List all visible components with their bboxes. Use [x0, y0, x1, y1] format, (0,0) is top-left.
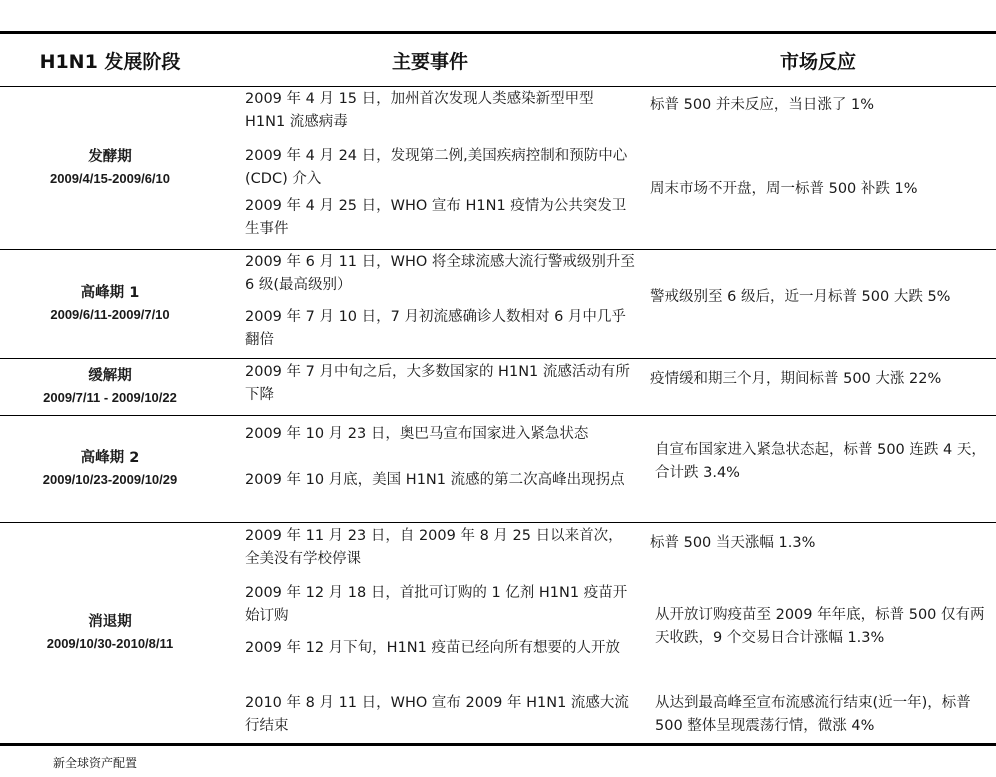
event-text: 2009 年 7 月中旬之后，大多数国家的 H1N1 流感活动有所下降 [245, 364, 630, 403]
event-text: 2010 年 8 月 11 日，WHO 宣布 2009 年 H1N1 流感大流行结束 [245, 695, 629, 734]
event-text: 2009 年 4 月 15 日，加州首次发现人类感染新型甲型 H1N1 流感病毒 [245, 91, 594, 130]
market-text: 警戒级别至 6 级后，近一月标普 500 大跌 5% [650, 289, 951, 305]
market-text: 从达到最高峰至宣布流感流行结束(近一年)，标普 500 整体呈现震荡行情，微涨 4% [655, 695, 971, 734]
column-header-events: 主要事件 [391, 50, 468, 73]
table-bottom-rule [0, 743, 996, 746]
phase-name: 高峰期 2 [80, 450, 140, 466]
event-text: 2009 年 12 月 18 日，首批可订购的 1 亿剂 H1N1 疫苗开始订购 [245, 585, 628, 624]
phase-range: 2009/10/30-2010/8/11 [46, 636, 174, 651]
phase-cell-4 [0, 416, 220, 522]
market-text: 从开放订购疫苗至 2009 年年底，标普 500 仅有两天收跌，9 个交易日合计涨幅 1.3% [655, 607, 985, 646]
phase-range: 2009/4/15-2009/6/10 [50, 171, 170, 186]
column-header-market: 市场反应 [779, 50, 856, 73]
event-text: 2009 年 10 月底，美国 H1N1 流感的第二次高峰出现拐点 [245, 472, 625, 488]
event-text: 2009 年 7 月 10 日，7 月初流感确诊人数相对 6 月中几乎翻倍 [245, 309, 626, 348]
market-text: 疫情缓和期三个月，期间标普 500 大涨 22% [650, 371, 942, 387]
phase-cell-3 [0, 359, 220, 415]
source-note: 新全球资产配置 [53, 756, 138, 770]
phase-name: 缓解期 [88, 368, 132, 384]
market-text: 自宣布国家进入紧急状态起，标普 500 连跌 4 天，合计跌 3.4% [655, 442, 986, 481]
phase-range: 2009/6/11-2009/7/10 [50, 307, 170, 322]
phase-cell-2 [0, 250, 220, 358]
phase-name: 发酵期 [88, 149, 132, 165]
event-text: 2009 年 10 月 23 日，奥巴马宣布国家进入紧急状态 [245, 426, 589, 442]
event-text: 2009 年 4 月 24 日，发现第二例,美国疾病控制和预防中心(CDC) 介入 [245, 148, 628, 187]
event-text: 2009 年 6 月 11 日，WHO 将全球流感大流行警戒级别升至 6 级(最高级别） [245, 254, 635, 293]
market-text: 标普 500 并未反应，当日涨了 1% [650, 97, 875, 113]
event-text: 2009 年 4 月 25 日，WHO 宣布 H1N1 疫情为公共突发卫生事件 [245, 198, 627, 237]
phase-cell-1 [0, 87, 220, 249]
phase-cell-5 [0, 523, 220, 743]
column-header-phase: H1N1 发展阶段 [39, 50, 181, 73]
phase-name: 高峰期 1 [80, 285, 140, 301]
event-text: 2009 年 12 月下旬，H1N1 疫苗已经向所有想要的人开放 [245, 640, 620, 656]
phase-range: 2009/10/23-2009/10/29 [42, 472, 178, 487]
market-text: 标普 500 当天涨幅 1.3% [650, 535, 816, 551]
phase-range: 2009/7/11 - 2009/10/22 [43, 390, 177, 405]
market-text: 周末市场不开盘，周一标普 500 补跌 1% [650, 181, 918, 197]
phase-name: 消退期 [88, 614, 132, 630]
event-text: 2009 年 11 月 23 日，自 2009 年 8 月 25 日以来首次，全美没有学校停课 [245, 528, 623, 567]
